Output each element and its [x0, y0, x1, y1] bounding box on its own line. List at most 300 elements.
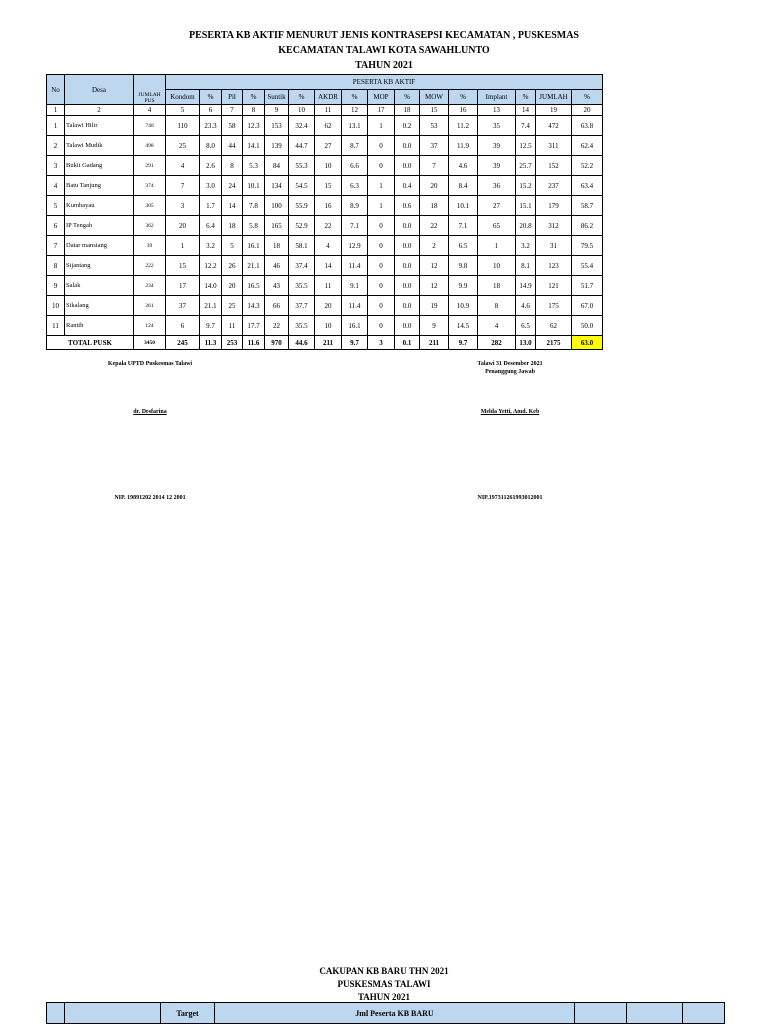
table-cell: 1 [368, 116, 395, 136]
table-cell: 7.1 [449, 216, 478, 236]
table-cell: 14.9 [516, 276, 536, 296]
table-cell: 4.6 [449, 156, 478, 176]
column-number: 5 [166, 105, 200, 116]
header-group: PESERTA KB AKTIF [166, 75, 603, 90]
table-cell: 23.3 [200, 116, 222, 136]
table-cell: 2 [47, 136, 65, 156]
table-cell: 15 [166, 256, 200, 276]
total-cell: 253 [222, 336, 243, 350]
table-cell: 0 [368, 276, 395, 296]
table-cell: 7.8 [243, 196, 265, 216]
kb-baru-table [46, 1002, 725, 1024]
table-cell: 5 [222, 236, 243, 256]
column-number: 19 [536, 105, 572, 116]
table-cell: 6.3 [342, 176, 368, 196]
table-cell: 0 [368, 256, 395, 276]
table-cell: 11 [47, 316, 65, 336]
table-cell: 7 [47, 236, 65, 256]
table-cell: 14.1 [243, 136, 265, 156]
desa-name-cell: IP Tengah [65, 216, 134, 236]
table-cell: 9.7 [200, 316, 222, 336]
table-cell: 46 [265, 256, 289, 276]
table-cell: 55.3 [289, 156, 315, 176]
report2-title-line1: CAKUPAN KB BARU THN 2021 [319, 966, 449, 976]
report-title-line1: PESERTA KB AKTIF MENURUT JENIS KONTRASEPSI KECAMATAN , PUSKESMAS [189, 30, 579, 41]
table-row [47, 156, 603, 176]
total-cell: 2175 [536, 336, 572, 350]
column-number: 18 [395, 105, 420, 116]
table-cell: 3 [47, 156, 65, 176]
header-col: MOW [420, 90, 449, 105]
table-cell: 21.1 [200, 296, 222, 316]
table-cell: 16 [315, 196, 342, 216]
table-cell: 11.2 [449, 116, 478, 136]
table-cell: 32.4 [289, 116, 315, 136]
table-cell: 10 [315, 316, 342, 336]
table-cell: 16.1 [243, 236, 265, 256]
table-cell: 14 [315, 256, 342, 276]
table-cell: 7 [166, 176, 200, 196]
table-cell: 9 [47, 276, 65, 296]
table-cell: 18 [265, 236, 289, 256]
header-col: AKDR [315, 90, 342, 105]
table-row [47, 196, 603, 216]
total-cell: 245 [166, 336, 200, 350]
column-number: 7 [222, 105, 243, 116]
table-cell: 84 [265, 156, 289, 176]
column-number: 13 [478, 105, 516, 116]
table-cell: 9.1 [342, 276, 368, 296]
table-cell: 10 [478, 256, 516, 276]
left-signer-title: Kepala UPTD Puskesmas Talawi [107, 361, 193, 367]
table-cell: 12.3 [243, 116, 265, 136]
table-cell: 0.0 [395, 256, 420, 276]
report2-title-line2: PUSKESMAS TALAWI [337, 979, 431, 989]
header-col: % [516, 90, 536, 105]
table-cell: 10 [315, 156, 342, 176]
report2-title-line3: TAHUN 2021 [357, 992, 411, 1002]
total-cell: 211 [315, 336, 342, 350]
table-cell: 13.1 [342, 116, 368, 136]
left-signer-nip: NIP. 19891202 2014 12 2001 [114, 495, 186, 501]
table-cell: 9 [420, 316, 449, 336]
table-cell: 44 [222, 136, 243, 156]
table-cell: 1 [166, 236, 200, 256]
table-cell: 8 [47, 256, 65, 276]
table-cell: 0.0 [395, 236, 420, 256]
table-cell: 62 [315, 116, 342, 136]
table-cell: 153 [265, 116, 289, 136]
table-cell: 6.5 [449, 236, 478, 256]
desa-name-cell: Kumbayau [65, 196, 134, 216]
table-cell: 152 [536, 156, 572, 176]
table-cell: 31 [536, 236, 572, 256]
table-cell: 7 [420, 156, 449, 176]
column-number: 11 [315, 105, 342, 116]
table-cell: 14.5 [449, 316, 478, 336]
table-cell: 11.4 [342, 256, 368, 276]
table-cell: 0.0 [395, 276, 420, 296]
table-cell: 58 [222, 116, 243, 136]
table-cell: 79.5 [572, 236, 603, 256]
table-cell: 12.5 [516, 136, 536, 156]
table-cell: 11.9 [449, 136, 478, 156]
header-col: Pil [222, 90, 243, 105]
table-cell: 0 [368, 156, 395, 176]
table-cell: 175 [536, 296, 572, 316]
table-cell: 27 [478, 196, 516, 216]
table-cell: 291 [134, 156, 166, 176]
total-cell: 282 [478, 336, 516, 350]
header-col: % [289, 90, 315, 105]
table-cell: 53 [420, 116, 449, 136]
table-cell: 62 [536, 316, 572, 336]
table-cell: 20 [166, 216, 200, 236]
kb-baru-header-col-b [627, 1003, 683, 1024]
table-cell: 1 [368, 196, 395, 216]
table-cell: 0.4 [395, 176, 420, 196]
table-cell: 498 [134, 136, 166, 156]
table-cell: 39 [134, 236, 166, 256]
table-row [47, 216, 603, 236]
table-cell: 8.9 [342, 196, 368, 216]
table-cell: 362 [134, 216, 166, 236]
table-cell: 8.0 [200, 136, 222, 156]
header-col: Kondom [166, 90, 200, 105]
table-cell: 37 [420, 136, 449, 156]
table-cell: 52.2 [572, 156, 603, 176]
column-number: 20 [572, 105, 603, 116]
table-row [47, 296, 603, 316]
kb-baru-header-target: Target [161, 1003, 215, 1024]
header-col: % [243, 90, 265, 105]
total-cell: 970 [265, 336, 289, 350]
table-cell: 54.5 [289, 176, 315, 196]
table-cell: 12 [420, 276, 449, 296]
table-cell: 4 [166, 156, 200, 176]
total-cell: 13.0 [516, 336, 536, 350]
header-jumlah-pus: JUMLAH PUS [134, 75, 166, 105]
table-cell: 35 [478, 116, 516, 136]
total-cell: 3450 [134, 336, 166, 350]
desa-name-cell: Bukit Gadang [65, 156, 134, 176]
table-cell: 121 [536, 276, 572, 296]
table-row [47, 276, 603, 296]
table-cell: 4 [478, 316, 516, 336]
total-cell: 211 [420, 336, 449, 350]
table-cell: 24 [222, 176, 243, 196]
table-cell: 36 [478, 176, 516, 196]
table-cell: 51.7 [572, 276, 603, 296]
table-cell: 25 [222, 296, 243, 316]
report-title-line2: KECAMATAN TALAWI KOTA SAWAHLUNTO [278, 45, 490, 56]
header-col: % [449, 90, 478, 105]
table-cell: 0 [368, 136, 395, 156]
column-number: 1 [47, 105, 65, 116]
table-row [47, 116, 603, 136]
kb-baru-header-no [47, 1003, 65, 1024]
table-cell: 6 [166, 316, 200, 336]
table-row [47, 176, 603, 196]
table-cell: 4 [47, 176, 65, 196]
column-number: 8 [243, 105, 265, 116]
table-cell: 18 [478, 276, 516, 296]
table-cell: 0 [368, 296, 395, 316]
column-number: 15 [420, 105, 449, 116]
right-signer-date: Talawi 31 Desember 2021 [477, 361, 543, 367]
table-cell: 0 [368, 236, 395, 256]
table-cell: 0 [368, 216, 395, 236]
table-cell: 20 [222, 276, 243, 296]
kb-baru-header-desa [65, 1003, 161, 1024]
table-cell: 58.7 [572, 196, 603, 216]
total-label: TOTAL PUSK [47, 336, 134, 350]
table-cell: 25 [166, 136, 200, 156]
table-cell: 0.0 [395, 136, 420, 156]
kb-baru-header-row [47, 1003, 725, 1024]
desa-name-cell: Rantih [65, 316, 134, 336]
table-cell: 20 [315, 296, 342, 316]
column-number: 14 [516, 105, 536, 116]
header-row [47, 75, 603, 90]
table-cell: 26 [222, 256, 243, 276]
table-cell: 39 [478, 136, 516, 156]
table-cell: 0.2 [395, 116, 420, 136]
kb-baru-header-col-c [683, 1003, 725, 1024]
table-cell: 0.6 [395, 196, 420, 216]
table-cell: 65 [478, 216, 516, 236]
table-cell: 5.8 [243, 216, 265, 236]
desa-name-cell: Datar mansiang [65, 236, 134, 256]
header-col: MOP [368, 90, 395, 105]
table-cell: 37.7 [289, 296, 315, 316]
total-cell: 0.1 [395, 336, 420, 350]
table-cell: 35.5 [289, 316, 315, 336]
table-cell: 0.0 [395, 316, 420, 336]
report-title-line3: TAHUN 2021 [355, 60, 413, 71]
table-cell: 11.4 [342, 296, 368, 316]
table-cell: 1.7 [200, 196, 222, 216]
table-cell: 10.9 [449, 296, 478, 316]
table-cell: 20 [420, 176, 449, 196]
header-col: % [342, 90, 368, 105]
table-cell: 55.4 [572, 256, 603, 276]
table-cell: 261 [134, 296, 166, 316]
table-cell: 6.5 [516, 316, 536, 336]
column-number: 2 [65, 105, 134, 116]
table-cell: 100 [265, 196, 289, 216]
right-signer-name: Melda Yetti, Amd. Keb [480, 409, 540, 415]
table-cell: 3.2 [516, 236, 536, 256]
total-cell: 3 [368, 336, 395, 350]
kb-baru-header-group: Jml Peserta KB BARU [215, 1003, 575, 1024]
table-cell: 22 [315, 216, 342, 236]
total-cell: 63.0 [572, 336, 603, 350]
table-cell: 1 [368, 176, 395, 196]
table-cell: 15 [315, 176, 342, 196]
column-number: 9 [265, 105, 289, 116]
table-cell: 4.6 [516, 296, 536, 316]
table-cell: 6.4 [200, 216, 222, 236]
table-cell: 16.1 [342, 316, 368, 336]
table-cell: 12.2 [200, 256, 222, 276]
table-cell: 5 [47, 196, 65, 216]
table-cell: 14.0 [200, 276, 222, 296]
total-cell: 44.6 [289, 336, 315, 350]
table-cell: 0.0 [395, 296, 420, 316]
table-cell: 110 [166, 116, 200, 136]
column-number: 16 [449, 105, 478, 116]
table-cell: 2.6 [200, 156, 222, 176]
table-cell: 50.0 [572, 316, 603, 336]
table-cell: 14.3 [243, 296, 265, 316]
table-cell: 58.1 [289, 236, 315, 256]
left-signer-name: dr. Desfarina [133, 409, 167, 415]
table-cell: 15.2 [516, 176, 536, 196]
table-cell: 37.4 [289, 256, 315, 276]
table-cell: 10 [47, 296, 65, 316]
table-cell: 3.0 [200, 176, 222, 196]
table-cell: 25.7 [516, 156, 536, 176]
table-cell: 237 [536, 176, 572, 196]
table-cell: 15.1 [516, 196, 536, 216]
table-cell: 0.0 [395, 216, 420, 236]
table-cell: 9.9 [449, 276, 478, 296]
desa-name-cell: Batu Tanjung [65, 176, 134, 196]
right-signer-title: Penanggung Jawab [485, 369, 535, 375]
table-cell: 1 [47, 116, 65, 136]
column-number: 4 [134, 105, 166, 116]
total-cell: 9.7 [449, 336, 478, 350]
header-col: Suntik [265, 90, 289, 105]
table-cell: 18 [222, 216, 243, 236]
desa-name-cell: Sijantang [65, 256, 134, 276]
table-cell: 22 [265, 316, 289, 336]
table-cell: 8.4 [449, 176, 478, 196]
table-cell: 4 [315, 236, 342, 256]
total-cell: 9.7 [342, 336, 368, 350]
column-number: 17 [368, 105, 395, 116]
table-cell: 8.7 [342, 136, 368, 156]
column-number: 12 [342, 105, 368, 116]
table-cell: 312 [536, 216, 572, 236]
column-number: 6 [200, 105, 222, 116]
table-cell: 86.2 [572, 216, 603, 236]
table-cell: 37 [166, 296, 200, 316]
total-cell: 11.6 [243, 336, 265, 350]
table-cell: 5.3 [243, 156, 265, 176]
table-cell: 19 [420, 296, 449, 316]
table-cell: 11 [222, 316, 243, 336]
total-row [47, 336, 603, 350]
table-cell: 55.9 [289, 196, 315, 216]
header-col: Implant [478, 90, 516, 105]
table-cell: 179 [536, 196, 572, 216]
header-col: % [572, 90, 603, 105]
table-cell: 7.4 [516, 116, 536, 136]
table-cell: 67.0 [572, 296, 603, 316]
table-cell: 17 [166, 276, 200, 296]
desa-name-cell: Talawi Hilir [65, 116, 134, 136]
desa-name-cell: Salak [65, 276, 134, 296]
table-cell: 1 [478, 236, 516, 256]
table-cell: 43 [265, 276, 289, 296]
table-cell: 8.1 [516, 256, 536, 276]
table-cell: 10.1 [449, 196, 478, 216]
table-cell: 20.8 [516, 216, 536, 236]
table-cell: 134 [265, 176, 289, 196]
table-cell: 27 [315, 136, 342, 156]
table-row [47, 316, 603, 336]
column-number: 10 [289, 105, 315, 116]
table-cell: 63.8 [572, 116, 603, 136]
header-col: JUMLAH [536, 90, 572, 105]
table-cell: 2 [420, 236, 449, 256]
table-cell: 11 [315, 276, 342, 296]
total-cell: 11.3 [200, 336, 222, 350]
table-cell: 139 [265, 136, 289, 156]
table-row [47, 256, 603, 276]
table-cell: 123 [536, 256, 572, 276]
table-cell: 0 [368, 316, 395, 336]
table-cell: 12 [420, 256, 449, 276]
table-cell: 6.6 [342, 156, 368, 176]
table-cell: 16.5 [243, 276, 265, 296]
table-cell: 472 [536, 116, 572, 136]
table-cell: 3.2 [200, 236, 222, 256]
table-cell: 18 [420, 196, 449, 216]
table-cell: 66 [265, 296, 289, 316]
table-cell: 311 [536, 136, 572, 156]
header-desa: Desa [65, 75, 134, 105]
table-cell: 62.4 [572, 136, 603, 156]
table-cell: 3 [166, 196, 200, 216]
table-row [47, 236, 603, 256]
table-cell: 305 [134, 196, 166, 216]
table-cell: 9.8 [449, 256, 478, 276]
column-number-row [47, 105, 603, 116]
table-cell: 124 [134, 316, 166, 336]
table-cell: 35.5 [289, 276, 315, 296]
header-col: % [200, 90, 222, 105]
header-no: No [47, 75, 65, 105]
table-cell: 0.0 [395, 156, 420, 176]
table-cell: 222 [134, 256, 166, 276]
table-cell: 22 [420, 216, 449, 236]
table-cell: 374 [134, 176, 166, 196]
table-cell: 14 [222, 196, 243, 216]
table-cell: 8 [478, 296, 516, 316]
table-cell: 740 [134, 116, 166, 136]
header-col: % [395, 90, 420, 105]
table-cell: 7.1 [342, 216, 368, 236]
table-cell: 165 [265, 216, 289, 236]
right-signer-nip: NIP.197311261993012001 [477, 495, 543, 501]
table-cell: 52.9 [289, 216, 315, 236]
table-cell: 21.1 [243, 256, 265, 276]
table-cell: 12.9 [342, 236, 368, 256]
table-cell: 10.1 [243, 176, 265, 196]
table-row [47, 136, 603, 156]
desa-name-cell: Sikalang [65, 296, 134, 316]
table-cell: 6 [47, 216, 65, 236]
kb-baru-header-col-a [575, 1003, 627, 1024]
table-cell: 63.4 [572, 176, 603, 196]
table-cell: 39 [478, 156, 516, 176]
table-cell: 8 [222, 156, 243, 176]
table-cell: 44.7 [289, 136, 315, 156]
kb-aktif-table [46, 74, 603, 350]
